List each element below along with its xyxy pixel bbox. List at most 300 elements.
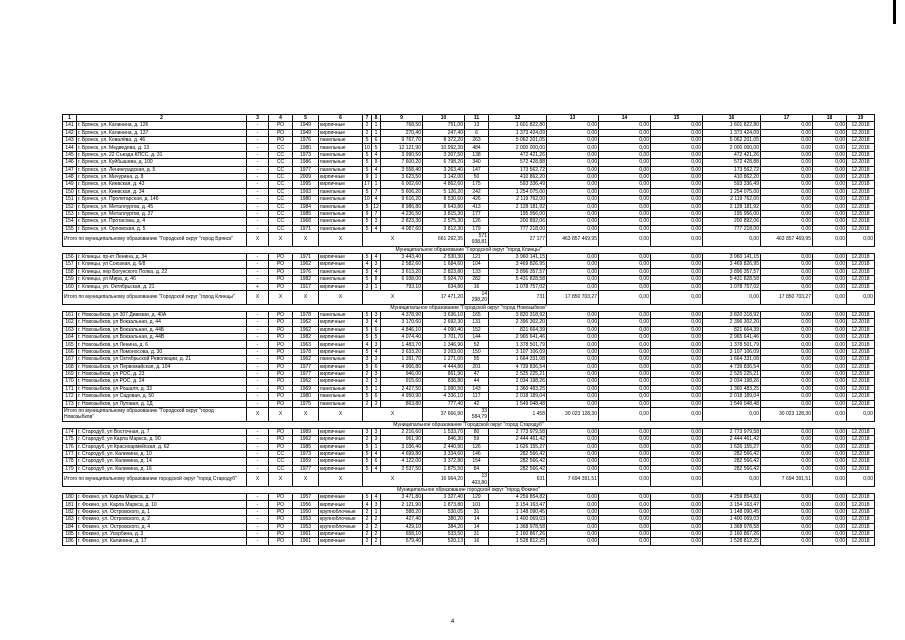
table-cell: 2 128 181,92 bbox=[489, 203, 547, 210]
table-cell: 282 566,42 bbox=[703, 465, 761, 472]
table-cell: 153 bbox=[63, 210, 77, 217]
table-cell: 0,00 bbox=[813, 225, 847, 232]
table-cell: 0,00 bbox=[547, 356, 599, 363]
table-cell: 0,00 bbox=[813, 501, 847, 508]
table-cell: 0,00 bbox=[813, 311, 847, 318]
table-cell: 579,40 bbox=[381, 538, 423, 545]
table-row bbox=[63, 151, 875, 158]
table-cell: 164 bbox=[63, 334, 77, 341]
table-cell: 117 bbox=[465, 393, 489, 400]
subtotal-cell: 0,00 bbox=[651, 407, 703, 421]
subtotal-cell: 0,00 bbox=[847, 233, 875, 247]
table-row bbox=[63, 341, 875, 348]
table-cell: - bbox=[247, 465, 269, 472]
table-cell: РО bbox=[269, 371, 293, 378]
table-cell: 0,00 bbox=[599, 508, 651, 515]
table-cell: - bbox=[247, 203, 269, 210]
table-cell: кирпичные bbox=[319, 451, 363, 458]
table-cell: 0,00 bbox=[547, 166, 599, 173]
table-cell: 12.2018 bbox=[847, 129, 875, 136]
subtotal-cell: Х bbox=[319, 233, 363, 247]
table-row bbox=[63, 129, 875, 136]
subtotal-row bbox=[63, 407, 875, 421]
subtotal-cell: 0,00 bbox=[651, 473, 703, 487]
table-cell: 0,00 bbox=[813, 465, 847, 472]
table-cell: 0,00 bbox=[761, 144, 813, 151]
table-cell: 0,00 bbox=[761, 523, 813, 530]
table-cell: 0,00 bbox=[813, 210, 847, 217]
table-cell: 4 950,90 bbox=[381, 393, 423, 400]
address-cell: г. Новозыбков, ул Первомайская, д. 104 bbox=[77, 363, 247, 370]
table-cell: 0,00 bbox=[761, 356, 813, 363]
table-cell: 5 bbox=[363, 334, 372, 341]
table-cell: 5 bbox=[363, 348, 372, 355]
table-cell: 836,80 bbox=[423, 378, 465, 385]
table-cell: + bbox=[247, 283, 269, 290]
table-cell: 5 062 201,05 bbox=[703, 137, 761, 144]
table-cell: 166 bbox=[63, 348, 77, 355]
table-cell: 5 bbox=[363, 254, 372, 261]
address-cell: г. Новозыбков, ул 307 Дивизии, д. 40А bbox=[77, 311, 247, 318]
column-header: 14 bbox=[599, 115, 651, 122]
table-cell: - bbox=[247, 400, 269, 407]
table-cell: 5 bbox=[363, 225, 372, 232]
column-header: 5 bbox=[293, 115, 319, 122]
table-cell: 0,00 bbox=[547, 210, 599, 217]
table-cell: 178 bbox=[63, 458, 77, 465]
column-header: 16 bbox=[703, 115, 761, 122]
table-cell: 5 bbox=[363, 326, 372, 333]
table-cell: - bbox=[247, 393, 269, 400]
table-cell: 4 236,50 bbox=[381, 210, 423, 217]
table-cell: 0,00 bbox=[651, 326, 703, 333]
table-cell: 0,00 bbox=[761, 196, 813, 203]
subtotal-cell: 0,00 bbox=[599, 473, 651, 487]
table-cell: крупноблочные bbox=[319, 508, 363, 515]
table-cell: 3 812,30 bbox=[423, 225, 465, 232]
table-cell: 0,00 bbox=[599, 538, 651, 545]
table-cell: - bbox=[247, 378, 269, 385]
table-cell: 1962 bbox=[293, 319, 319, 326]
table-cell: 12.2018 bbox=[847, 261, 875, 268]
table-cell: 263 bbox=[465, 137, 489, 144]
table-cell: 0,00 bbox=[599, 151, 651, 158]
table-cell: 12.2018 bbox=[847, 538, 875, 545]
table-cell: 0,00 bbox=[651, 225, 703, 232]
table-cell: 0,00 bbox=[599, 443, 651, 450]
subtotal-cell: 0,00 bbox=[813, 407, 847, 421]
table-cell: 0,00 bbox=[813, 174, 847, 181]
subtotal-cell: 661 292,35 bbox=[423, 233, 465, 247]
subtotal-cell: 0,00 bbox=[651, 233, 703, 247]
table-cell: - bbox=[247, 218, 269, 225]
table-header-row bbox=[63, 115, 875, 122]
table-cell: 2 bbox=[363, 378, 372, 385]
subtotal-cell: Х bbox=[269, 233, 293, 247]
table-cell: 1 533,70 bbox=[423, 428, 465, 435]
subtotal-cell: 571 938,81 bbox=[465, 233, 489, 247]
table-cell: 1 bbox=[372, 385, 381, 392]
address-cell: г. Брянск, ул. Киевская, д. 43 bbox=[77, 181, 247, 188]
table-cell: 0,00 bbox=[599, 385, 651, 392]
table-cell: 156 bbox=[63, 254, 77, 261]
address-cell: г. Брянск, ул. Медведева, д. 13 bbox=[77, 144, 247, 151]
table-cell: 0,00 bbox=[547, 371, 599, 378]
table-row bbox=[63, 428, 875, 435]
subtotal-cell: 463 857 469,95 bbox=[761, 233, 813, 247]
table-cell: - bbox=[247, 137, 269, 144]
table-cell: 634,80 bbox=[423, 283, 465, 290]
table-cell: 3 bbox=[372, 371, 381, 378]
table-row bbox=[63, 334, 875, 341]
table-cell: 12.2018 bbox=[847, 218, 875, 225]
table-cell: 12.2018 bbox=[847, 371, 875, 378]
table-cell: 6 938,00 bbox=[381, 276, 423, 283]
table-cell: РО bbox=[269, 508, 293, 515]
table-cell: 8 372,20 bbox=[423, 137, 465, 144]
subtotal-cell: 0,00 bbox=[703, 407, 761, 421]
table-cell: 3 960 141,15 bbox=[703, 254, 761, 261]
table-cell: 0,00 bbox=[761, 268, 813, 275]
table-cell: 1985 bbox=[293, 210, 319, 217]
subtotal-cell: Х bbox=[293, 473, 319, 487]
table-cell: кирпичные bbox=[319, 465, 363, 472]
table-cell: 0,00 bbox=[813, 151, 847, 158]
table-cell: 1963 bbox=[293, 341, 319, 348]
table-cell: 195 956,00 bbox=[489, 210, 547, 217]
table-cell: 4 bbox=[372, 225, 381, 232]
table-cell: 0,00 bbox=[547, 443, 599, 450]
table-cell: 47 bbox=[465, 371, 489, 378]
table-cell: кирпичные bbox=[319, 531, 363, 538]
table-cell: РО bbox=[269, 137, 293, 144]
table-cell: 2 bbox=[363, 283, 372, 290]
table-cell: 777 218,00 bbox=[489, 225, 547, 232]
table-cell: 484 bbox=[465, 144, 489, 151]
table-cell: 2 965 641,46 bbox=[489, 334, 547, 341]
table-cell: 3 bbox=[372, 378, 381, 385]
table-cell: 0,00 bbox=[761, 181, 813, 188]
column-header: 8 bbox=[372, 115, 381, 122]
table-cell: 0,00 bbox=[651, 356, 703, 363]
table-cell: 3 633,20 bbox=[381, 348, 423, 355]
table-cell: 200 892,06 bbox=[703, 218, 761, 225]
table-cell: 0,00 bbox=[813, 378, 847, 385]
table-cell: РО bbox=[269, 319, 293, 326]
table-cell: 12.2018 bbox=[847, 385, 875, 392]
table-cell: 173 bbox=[63, 400, 77, 407]
table-cell: РО bbox=[269, 378, 293, 385]
table-cell: 4 378,90 bbox=[381, 311, 423, 318]
table-cell: 0,00 bbox=[813, 341, 847, 348]
subtotal-cell: 0,00 bbox=[813, 473, 847, 487]
table-cell: 3 990,50 bbox=[381, 151, 423, 158]
table-cell: 59 bbox=[465, 436, 489, 443]
table-cell: панельные bbox=[319, 151, 363, 158]
address-cell: г. Фокино, ул. Усербина, д. 3 bbox=[77, 531, 247, 538]
table-cell: РО bbox=[269, 334, 293, 341]
table-cell: 0,00 bbox=[813, 538, 847, 545]
table-cell: 0,00 bbox=[651, 538, 703, 545]
table-cell: 0,00 bbox=[599, 218, 651, 225]
table-cell: 0,00 bbox=[599, 203, 651, 210]
table-cell: 1 078 757,02 bbox=[703, 283, 761, 290]
table-cell: 2 018 189,04 bbox=[703, 393, 761, 400]
table-cell: 429,10 bbox=[381, 523, 423, 530]
subtotal-cell: 0,00 bbox=[847, 291, 875, 305]
table-cell: 0,00 bbox=[651, 458, 703, 465]
table-cell: 12.2018 bbox=[847, 188, 875, 195]
subtotal-cell: 14 298,20 bbox=[465, 291, 489, 305]
table-cell: 1982 bbox=[293, 276, 319, 283]
table-cell: - bbox=[247, 174, 269, 181]
table-cell: 1 078 757,02 bbox=[489, 283, 547, 290]
address-cell: г. Стародуб, ул. Калинина, д. 14 bbox=[77, 458, 247, 465]
table-cell: 12.2018 bbox=[847, 428, 875, 435]
table-cell: - bbox=[247, 508, 269, 515]
table-cell: - bbox=[247, 319, 269, 326]
table-cell: 282 566,42 bbox=[703, 451, 761, 458]
table-cell: 0,00 bbox=[813, 436, 847, 443]
table-cell: 3 443,40 bbox=[381, 254, 423, 261]
table-cell: 4 bbox=[372, 254, 381, 261]
table-cell: 1980 bbox=[293, 196, 319, 203]
table-cell: 12.2018 bbox=[847, 174, 875, 181]
table-cell: 9 bbox=[363, 174, 372, 181]
table-cell: 2 427,50 bbox=[381, 385, 423, 392]
table-cell: 0,00 bbox=[599, 348, 651, 355]
table-cell: 5 bbox=[363, 276, 372, 283]
table-cell: 0,00 bbox=[599, 400, 651, 407]
table-row bbox=[63, 371, 875, 378]
table-cell: 4 739 836,54 bbox=[489, 363, 547, 370]
table-cell: 1949 bbox=[293, 122, 319, 129]
table-cell: панельные bbox=[319, 159, 363, 166]
table-cell: 0,00 bbox=[761, 501, 813, 508]
table-cell: 0,00 bbox=[651, 371, 703, 378]
table-cell: 4 122,00 bbox=[381, 458, 423, 465]
table-cell: 8 986,80 bbox=[381, 203, 423, 210]
table-cell: 12.2018 bbox=[847, 225, 875, 232]
address-cell: г. Стародуб, ул Карла Маркса, д. 90 bbox=[77, 436, 247, 443]
table-cell: 0,00 bbox=[761, 378, 813, 385]
table-cell: 3 469 826,95 bbox=[703, 261, 761, 268]
address-cell: г. Брянск, ул. Куйбышева, д. 100 bbox=[77, 159, 247, 166]
table-cell: 0,00 bbox=[547, 494, 599, 501]
table-cell: 0,00 bbox=[761, 122, 813, 129]
table-cell: 0,00 bbox=[599, 311, 651, 318]
table-cell: 5 126,20 bbox=[423, 188, 465, 195]
subtotal-cell: 631 bbox=[489, 473, 547, 487]
table-row bbox=[63, 261, 875, 268]
subtotal-cell: Х bbox=[363, 291, 423, 305]
subtotal-cell: 0,00 bbox=[703, 291, 761, 305]
table-cell: 6 bbox=[372, 137, 381, 144]
table-cell: кирпичные bbox=[319, 122, 363, 129]
table-cell: 0,00 bbox=[547, 151, 599, 158]
table-cell: кирпичные bbox=[319, 348, 363, 355]
table-cell: 768,50 bbox=[381, 122, 423, 129]
table-cell: 12.2018 bbox=[847, 341, 875, 348]
table-cell: 2009 bbox=[293, 174, 319, 181]
table-cell: 1 684,60 bbox=[423, 261, 465, 268]
table-row bbox=[63, 210, 875, 217]
table-cell: 0,00 bbox=[599, 371, 651, 378]
table-cell: 0,00 bbox=[651, 261, 703, 268]
table-cell: - bbox=[247, 276, 269, 283]
table-row bbox=[63, 188, 875, 195]
table-cell: 0,00 bbox=[599, 122, 651, 129]
table-cell: 12.2018 bbox=[847, 334, 875, 341]
table-cell: 4 bbox=[372, 494, 381, 501]
table-cell: 413 bbox=[465, 203, 489, 210]
table-cell: 171 bbox=[63, 385, 77, 392]
table-cell: 4 699,80 bbox=[381, 451, 423, 458]
table-cell: 5 bbox=[363, 465, 372, 472]
table-cell: 0,00 bbox=[813, 129, 847, 136]
table-cell: 1 549 048,48 bbox=[489, 400, 547, 407]
table-cell: 0,00 bbox=[547, 137, 599, 144]
table-cell: 1 368 978,58 bbox=[703, 523, 761, 530]
table-cell: 0,00 bbox=[651, 443, 703, 450]
subtotal-cell: 1 458 bbox=[489, 407, 547, 421]
subtotal-cell: 0,00 bbox=[651, 291, 703, 305]
column-header: 12 bbox=[489, 115, 547, 122]
table-cell: 0,00 bbox=[599, 144, 651, 151]
table-cell: 0,00 bbox=[651, 254, 703, 261]
table-cell: 133 bbox=[465, 268, 489, 275]
table-cell: - bbox=[247, 341, 269, 348]
table-cell: 0,00 bbox=[599, 174, 651, 181]
table-cell: 1 bbox=[372, 122, 381, 129]
table-cell: 0,00 bbox=[599, 428, 651, 435]
table-cell: 5 bbox=[372, 334, 381, 341]
table-cell: 12.2018 bbox=[847, 393, 875, 400]
table-cell: 0,00 bbox=[599, 378, 651, 385]
column-header: 7 bbox=[363, 115, 372, 122]
table-cell: 52 bbox=[465, 341, 489, 348]
table-cell: 9 bbox=[363, 210, 372, 217]
table-cell: 152 bbox=[63, 203, 77, 210]
table-cell: 0,00 bbox=[761, 451, 813, 458]
table-cell: 4 259 854,82 bbox=[489, 494, 547, 501]
table-cell: 165 bbox=[63, 341, 77, 348]
table-cell: 177 bbox=[465, 210, 489, 217]
table-cell: РО bbox=[269, 283, 293, 290]
table-cell: 2 575,30 bbox=[423, 218, 465, 225]
table-cell: 0,00 bbox=[599, 210, 651, 217]
table-cell: 181 bbox=[63, 501, 77, 508]
table-cell: СС bbox=[269, 196, 293, 203]
table-cell: 946,00 bbox=[381, 371, 423, 378]
table-cell: 12.2018 bbox=[847, 443, 875, 450]
table-cell: 1 360 483,25 bbox=[489, 385, 547, 392]
table-row bbox=[63, 254, 875, 261]
table-cell: 1971 bbox=[293, 254, 319, 261]
table-cell: 4 bbox=[372, 268, 381, 275]
table-cell: 0,00 bbox=[813, 531, 847, 538]
table-cell: 6 bbox=[465, 129, 489, 136]
address-cell: г. Фокино, ул. Островского, д. 4 bbox=[77, 523, 247, 530]
table-cell: 2 525 225,21 bbox=[489, 371, 547, 378]
table-cell: 84 bbox=[465, 465, 489, 472]
table-cell: 0,00 bbox=[813, 326, 847, 333]
table-cell: 1 378 501,79 bbox=[703, 341, 761, 348]
table-cell: 5 431 828,58 bbox=[489, 276, 547, 283]
table-cell: 658,10 bbox=[381, 531, 423, 538]
address-cell: г. Стародуб, ул Восточная, д. 7 bbox=[77, 428, 247, 435]
table-cell: 12.2018 bbox=[847, 144, 875, 151]
table-cell: 3 558,40 bbox=[381, 166, 423, 173]
table-cell: 6 002,60 bbox=[381, 181, 423, 188]
table-cell: 1953 bbox=[293, 523, 319, 530]
table-cell: 101 bbox=[465, 501, 489, 508]
table-cell: 14 bbox=[465, 516, 489, 523]
table-cell: 0,00 bbox=[547, 400, 599, 407]
table-cell: - bbox=[247, 356, 269, 363]
table-cell: 0,00 bbox=[761, 137, 813, 144]
table-cell: 12.2018 bbox=[847, 458, 875, 465]
table-cell: 12.2018 bbox=[847, 348, 875, 355]
table-cell: 0,00 bbox=[547, 129, 599, 136]
table-cell: 2 000 000,00 bbox=[703, 144, 761, 151]
table-cell: 170 bbox=[63, 378, 77, 385]
table-cell: РО bbox=[269, 129, 293, 136]
table-row bbox=[63, 436, 875, 443]
table-cell: РО bbox=[269, 122, 293, 129]
table-cell: РО bbox=[269, 326, 293, 333]
table-cell: 1 400 069,03 bbox=[489, 516, 547, 523]
table-cell: - bbox=[247, 538, 269, 545]
table-cell: 3 bbox=[372, 341, 381, 348]
table-cell: 4 bbox=[372, 348, 381, 355]
table-cell: кирпичные bbox=[319, 326, 363, 333]
table-cell: 0,00 bbox=[599, 341, 651, 348]
table-cell: кирпичные bbox=[319, 341, 363, 348]
table-cell: 0,00 bbox=[651, 378, 703, 385]
subtotal-cell: Х bbox=[247, 233, 269, 247]
table-cell: 0,00 bbox=[599, 393, 651, 400]
table-cell: 1968 bbox=[293, 218, 319, 225]
table-cell: 1995 bbox=[293, 181, 319, 188]
table-cell: 154 bbox=[63, 218, 77, 225]
table-cell: 0,00 bbox=[813, 458, 847, 465]
table-cell: 1 873,80 bbox=[423, 501, 465, 508]
table-cell: 0,00 bbox=[599, 268, 651, 275]
table-cell: кирпичные bbox=[319, 371, 363, 378]
table-cell: 863,80 bbox=[381, 400, 423, 407]
table-cell: 1 bbox=[372, 129, 381, 136]
table-cell: 0,00 bbox=[599, 181, 651, 188]
table-cell: СС bbox=[269, 458, 293, 465]
table-cell: 4 bbox=[363, 341, 372, 348]
subtotal-cell: 17 471,20 bbox=[423, 291, 465, 305]
table-cell: 1969 bbox=[293, 385, 319, 392]
table-cell: 2 bbox=[372, 531, 381, 538]
table-cell: - bbox=[247, 436, 269, 443]
table-cell: 1950 bbox=[293, 508, 319, 515]
table-cell: 5 924,70 bbox=[423, 276, 465, 283]
table-cell: 3 bbox=[372, 501, 381, 508]
address-cell: г. Новозыбков, ул Октябрьской Революции, д. 21 bbox=[77, 356, 247, 363]
table-cell: 533,50 bbox=[423, 531, 465, 538]
table-row bbox=[63, 283, 875, 290]
column-header: 19 bbox=[847, 115, 875, 122]
table-cell: 0,00 bbox=[651, 363, 703, 370]
table-cell: 0,00 bbox=[547, 276, 599, 283]
table-cell: 384,20 bbox=[423, 523, 465, 530]
subtotal-cell: Х bbox=[363, 233, 423, 247]
